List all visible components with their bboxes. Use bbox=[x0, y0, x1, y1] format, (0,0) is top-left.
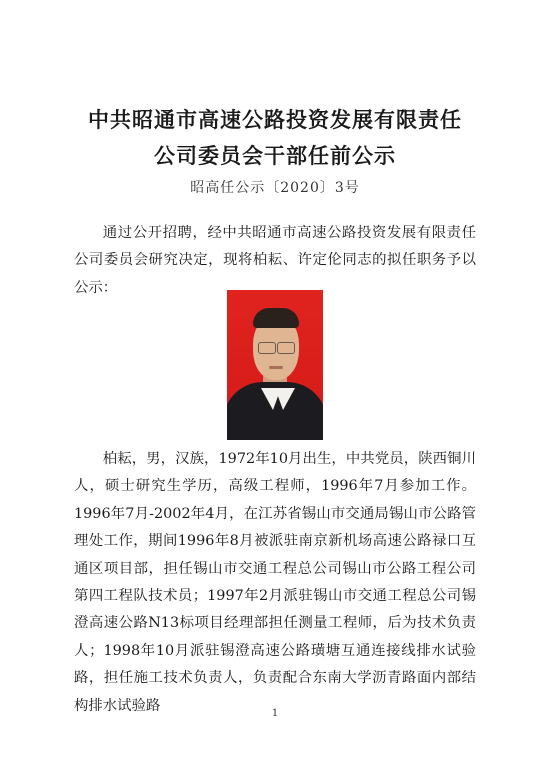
document-title-line-2: 公司委员会干部任前公示 bbox=[154, 143, 396, 168]
biography-paragraph: 柏耘，男，汉族，1972年10月出生，中共党员，陕西铜川人，硕士研究生学历，高级工程师，1996年7月参加工作。1996年7月-2002年4月，在江苏省锡山市交通局锡山市公路管理处工作，期间1996年8月被派驻南京新机场高速公路禄口互通区项目部，担任锡山市交通工程总公司锡山市公路工程公司第四工程队技术员；1997年2月派驻锡山市交通工程总公司锡澄高速公路N13标项目经理部担任测量工程师，后为技术负责人；1998年10月派驻锡澄高速公路璜塘互通连接线排水试验路，担任施工技术负责人，负责配合东南大学沥青路面内部结构排水试验路 bbox=[74, 451, 476, 714]
page-number: 1 bbox=[271, 708, 279, 719]
document-title-line-1: 中共昭通市高速公路投资发展有限责任 bbox=[88, 107, 462, 132]
document-number: 昭高任公示〔2020〕3号 bbox=[190, 180, 360, 196]
photo-hair bbox=[253, 308, 299, 328]
photo-glasses-right bbox=[277, 342, 295, 354]
intro-paragraph: 通过公开招聘，经中共昭通市高速公路投资发展有限责任公司委员会研究决定，现将柏耘、许定伦同志的拟任职务予以公示： bbox=[74, 225, 476, 296]
photo-collar-right bbox=[275, 388, 295, 410]
candidate-photo bbox=[227, 290, 323, 440]
photo-glasses-left bbox=[258, 342, 276, 354]
photo-mouth bbox=[269, 366, 283, 369]
